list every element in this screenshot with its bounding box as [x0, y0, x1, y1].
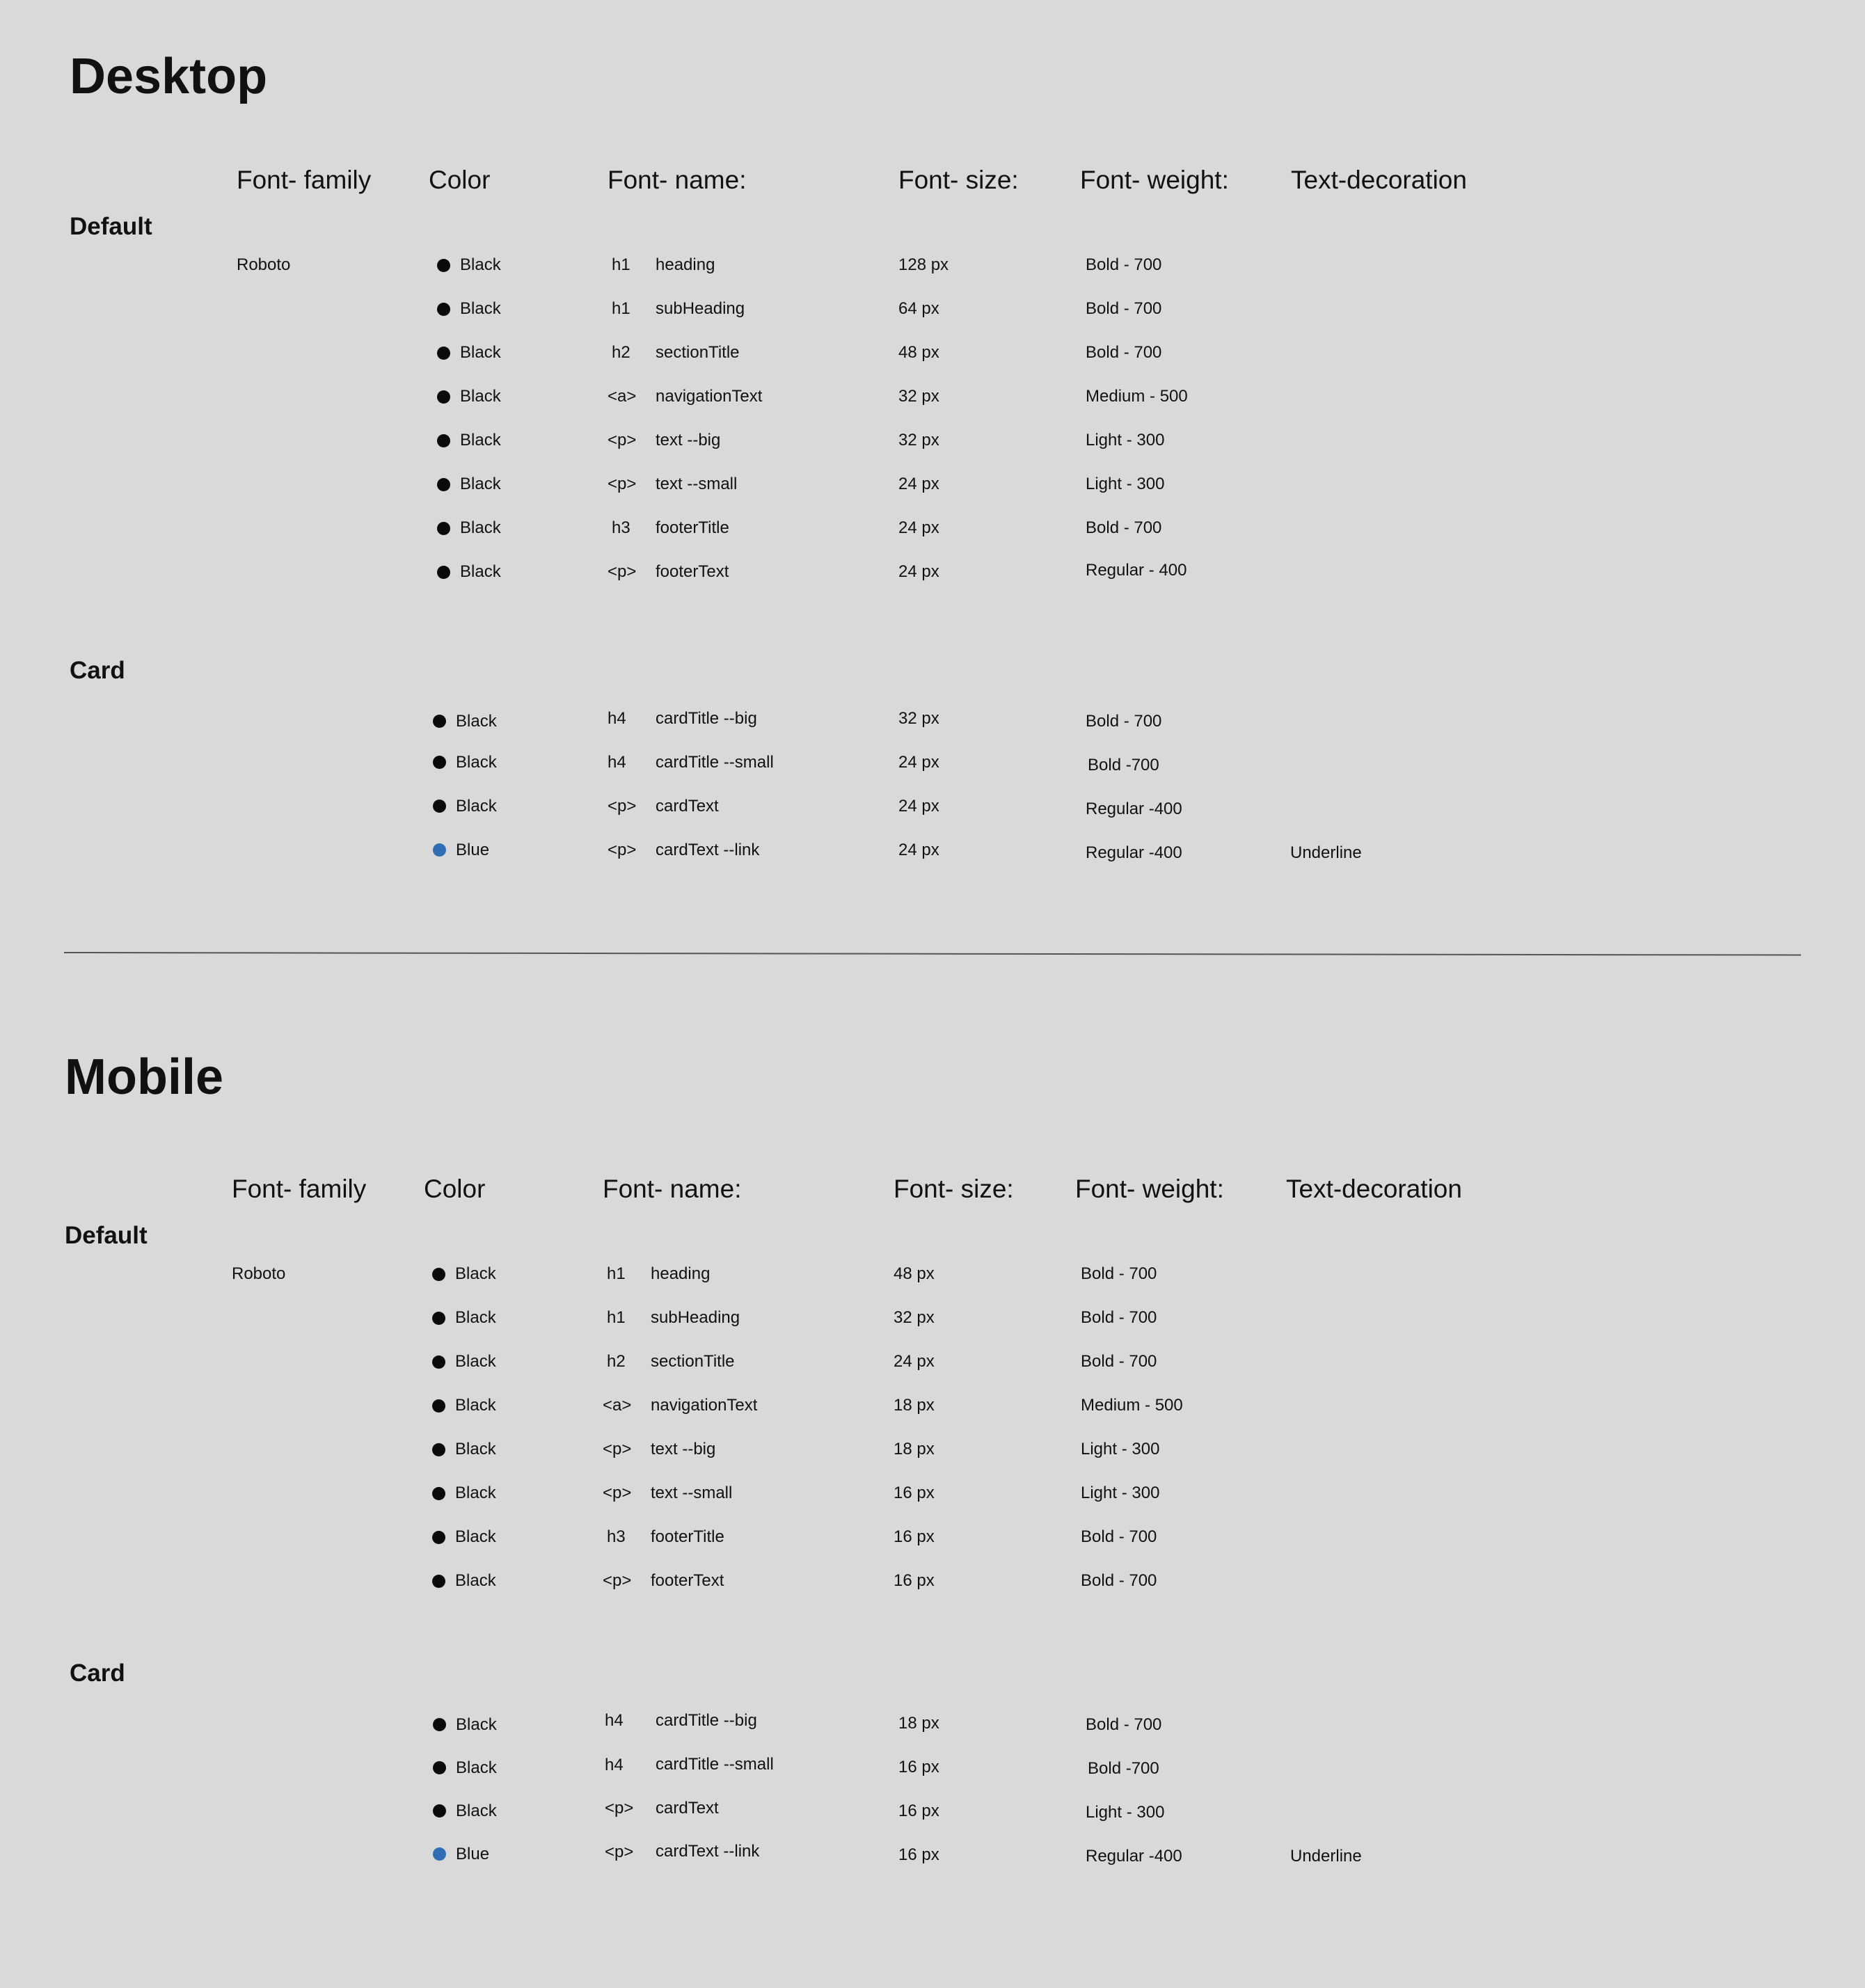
- font-weight: Bold - 700: [1081, 1571, 1157, 1590]
- font-name: navigationText: [656, 387, 763, 406]
- section-title: Mobile: [65, 1049, 223, 1105]
- color-name: Black: [460, 343, 501, 362]
- font-weight: Bold -700: [1088, 1759, 1159, 1778]
- color-swatch: [432, 1268, 445, 1281]
- font-weight: Bold - 700: [1081, 1264, 1157, 1283]
- html-tag: <p>: [603, 1440, 632, 1458]
- color-name: Black: [456, 712, 497, 731]
- html-tag: h2: [612, 343, 630, 362]
- color-swatch: [437, 434, 450, 447]
- font-size: 32 px: [898, 387, 939, 406]
- font-size: 128 px: [898, 255, 949, 274]
- color-swatch: [432, 1575, 445, 1588]
- font-size: 64 px: [898, 299, 939, 318]
- color-swatch: [433, 1847, 446, 1861]
- font-name: sectionTitle: [656, 343, 740, 362]
- color-swatch: [433, 800, 446, 813]
- color-swatch: [437, 303, 450, 316]
- html-tag: <p>: [605, 1843, 634, 1861]
- html-tag: h4: [608, 709, 626, 728]
- font-weight: Bold - 700: [1086, 343, 1162, 362]
- font-size: 48 px: [898, 343, 939, 362]
- header-font-size: Font- size:: [898, 166, 1019, 194]
- font-name: cardTitle --big: [656, 1711, 757, 1730]
- font-name: footerTitle: [651, 1527, 724, 1546]
- font-size: 32 px: [898, 709, 939, 728]
- color-swatch: [432, 1531, 445, 1544]
- font-family-value: Roboto: [237, 255, 291, 274]
- color-name: Black: [460, 475, 501, 493]
- html-tag: h4: [608, 753, 626, 772]
- color-name: Black: [460, 387, 501, 406]
- color-swatch: [437, 259, 450, 272]
- font-name: cardTitle --small: [656, 753, 774, 772]
- html-tag: <p>: [605, 1799, 634, 1818]
- font-weight: Bold - 700: [1086, 712, 1162, 731]
- html-tag: <a>: [603, 1396, 632, 1415]
- font-size: 16 px: [894, 1484, 935, 1502]
- font-name: text --big: [651, 1440, 716, 1458]
- html-tag: <p>: [608, 475, 637, 493]
- color-swatch: [433, 1804, 446, 1818]
- group-label-default: Default: [65, 1222, 148, 1249]
- font-weight: Bold -700: [1088, 756, 1159, 774]
- html-tag: <p>: [603, 1484, 632, 1502]
- font-size: 24 px: [898, 562, 939, 581]
- color-swatch: [437, 566, 450, 579]
- color-name: Blue: [456, 841, 490, 859]
- header-font-size: Font- size:: [894, 1175, 1014, 1203]
- font-name: cardText: [656, 797, 719, 816]
- font-size: 24 px: [894, 1352, 935, 1371]
- header-color: Color: [424, 1175, 486, 1203]
- font-weight: Bold - 700: [1086, 299, 1162, 318]
- html-tag: h2: [607, 1352, 626, 1371]
- font-size: 32 px: [898, 431, 939, 450]
- color-name: Black: [455, 1484, 496, 1502]
- font-name: cardTitle --small: [656, 1755, 774, 1774]
- color-swatch: [437, 390, 450, 404]
- font-size: 24 px: [898, 518, 939, 537]
- html-tag: h3: [607, 1527, 626, 1546]
- font-size: 16 px: [898, 1758, 939, 1776]
- color-name: Black: [460, 562, 501, 581]
- color-swatch: [437, 478, 450, 491]
- font-weight: Regular - 400: [1086, 561, 1187, 580]
- color-name: Black: [460, 431, 501, 450]
- font-size: 24 px: [898, 841, 939, 859]
- color-name: Black: [456, 753, 497, 772]
- font-weight: Light - 300: [1081, 1440, 1160, 1458]
- color-name: Black: [456, 1802, 497, 1820]
- color-name: Black: [460, 255, 501, 274]
- color-name: Blue: [456, 1845, 490, 1863]
- html-tag: <p>: [608, 841, 637, 859]
- font-weight: Light - 300: [1086, 475, 1165, 493]
- font-weight: Regular -400: [1086, 843, 1182, 862]
- color-name: Black: [455, 1264, 496, 1283]
- font-size: 48 px: [894, 1264, 935, 1283]
- group-label-card: Card: [70, 657, 125, 684]
- font-size: 32 px: [894, 1308, 935, 1327]
- font-size: 18 px: [898, 1714, 939, 1733]
- font-name: subHeading: [651, 1308, 740, 1327]
- font-size: 16 px: [898, 1802, 939, 1820]
- font-weight: Bold - 700: [1086, 518, 1162, 537]
- font-weight: Bold - 700: [1086, 255, 1162, 274]
- text-decoration: Underline: [1290, 843, 1362, 862]
- font-size: 16 px: [894, 1571, 935, 1590]
- color-name: Black: [460, 299, 501, 318]
- font-weight: Light - 300: [1086, 431, 1165, 450]
- font-name: text --small: [656, 475, 738, 493]
- font-name: footerText: [651, 1571, 724, 1590]
- color-name: Black: [460, 518, 501, 537]
- font-name: subHeading: [656, 299, 745, 318]
- font-size: 24 px: [898, 797, 939, 816]
- color-name: Black: [455, 1440, 496, 1458]
- color-name: Black: [455, 1308, 496, 1327]
- html-tag: h3: [612, 518, 630, 537]
- color-swatch: [433, 1718, 446, 1731]
- html-tag: <p>: [608, 431, 637, 450]
- color-name: Black: [455, 1527, 496, 1546]
- header-color: Color: [429, 166, 491, 194]
- header-font-family: Font- family: [237, 166, 372, 194]
- color-swatch: [437, 347, 450, 360]
- font-weight: Light - 300: [1086, 1803, 1165, 1822]
- color-name: Black: [456, 1758, 497, 1777]
- font-family-value: Roboto: [232, 1264, 286, 1283]
- font-size: 16 px: [894, 1527, 935, 1546]
- font-weight: Bold - 700: [1081, 1527, 1157, 1546]
- font-weight: Medium - 500: [1081, 1396, 1183, 1415]
- color-swatch: [432, 1443, 445, 1456]
- html-tag: h1: [607, 1308, 626, 1327]
- html-tag: h4: [605, 1711, 624, 1730]
- header-font-family: Font- family: [232, 1175, 367, 1203]
- font-weight: Bold - 700: [1081, 1308, 1157, 1327]
- font-size: 18 px: [894, 1440, 935, 1458]
- html-tag: <p>: [608, 562, 637, 581]
- color-swatch: [432, 1487, 445, 1500]
- color-name: Black: [455, 1396, 496, 1415]
- color-swatch: [433, 1761, 446, 1774]
- font-name: footerText: [656, 562, 729, 581]
- html-tag: <a>: [608, 387, 637, 406]
- color-swatch: [432, 1312, 445, 1325]
- font-name: text --small: [651, 1484, 733, 1502]
- html-tag: <p>: [608, 797, 637, 816]
- font-name: heading: [651, 1264, 711, 1283]
- color-name: Black: [455, 1571, 496, 1590]
- text-decoration: Underline: [1290, 1847, 1362, 1866]
- font-size: 24 px: [898, 475, 939, 493]
- font-name: cardText: [656, 1799, 719, 1818]
- header-text-decoration: Text-decoration: [1291, 166, 1467, 194]
- color-swatch: [437, 522, 450, 535]
- header-text-decoration: Text-decoration: [1286, 1175, 1462, 1203]
- html-tag: h4: [605, 1756, 624, 1774]
- html-tag: h1: [612, 299, 630, 318]
- font-name: cardTitle --big: [656, 709, 757, 728]
- html-tag: h1: [607, 1264, 626, 1283]
- group-label-card: Card: [70, 1660, 125, 1687]
- html-tag: h1: [612, 255, 630, 274]
- font-name: cardText --link: [656, 841, 760, 859]
- font-name: sectionTitle: [651, 1352, 735, 1371]
- font-name: navigationText: [651, 1396, 758, 1415]
- header-font-weight: Font- weight:: [1075, 1175, 1224, 1203]
- color-swatch: [433, 843, 446, 857]
- font-weight: Regular -400: [1086, 1847, 1182, 1866]
- font-name: heading: [656, 255, 715, 274]
- section-title: Desktop: [70, 49, 268, 104]
- color-name: Black: [456, 1715, 497, 1734]
- font-name: cardText --link: [656, 1842, 760, 1861]
- font-weight: Light - 300: [1081, 1484, 1160, 1502]
- color-swatch: [433, 756, 446, 769]
- header-font-weight: Font- weight:: [1080, 166, 1229, 194]
- font-name: footerTitle: [656, 518, 729, 537]
- header-font-name: Font- name:: [608, 166, 747, 194]
- color-name: Black: [455, 1352, 496, 1371]
- color-name: Black: [456, 797, 497, 816]
- header-font-name: Font- name:: [603, 1175, 742, 1203]
- group-label-default: Default: [70, 213, 152, 240]
- color-swatch: [432, 1355, 445, 1369]
- font-weight: Medium - 500: [1086, 387, 1188, 406]
- font-weight: Regular -400: [1086, 800, 1182, 818]
- section-divider: [64, 952, 1801, 955]
- font-size: 18 px: [894, 1396, 935, 1415]
- font-size: 16 px: [898, 1845, 939, 1864]
- font-weight: Bold - 700: [1086, 1715, 1162, 1734]
- font-name: text --big: [656, 431, 721, 450]
- color-swatch: [433, 715, 446, 728]
- html-tag: <p>: [603, 1571, 632, 1590]
- font-size: 24 px: [898, 753, 939, 772]
- font-weight: Bold - 700: [1081, 1352, 1157, 1371]
- color-swatch: [432, 1399, 445, 1413]
